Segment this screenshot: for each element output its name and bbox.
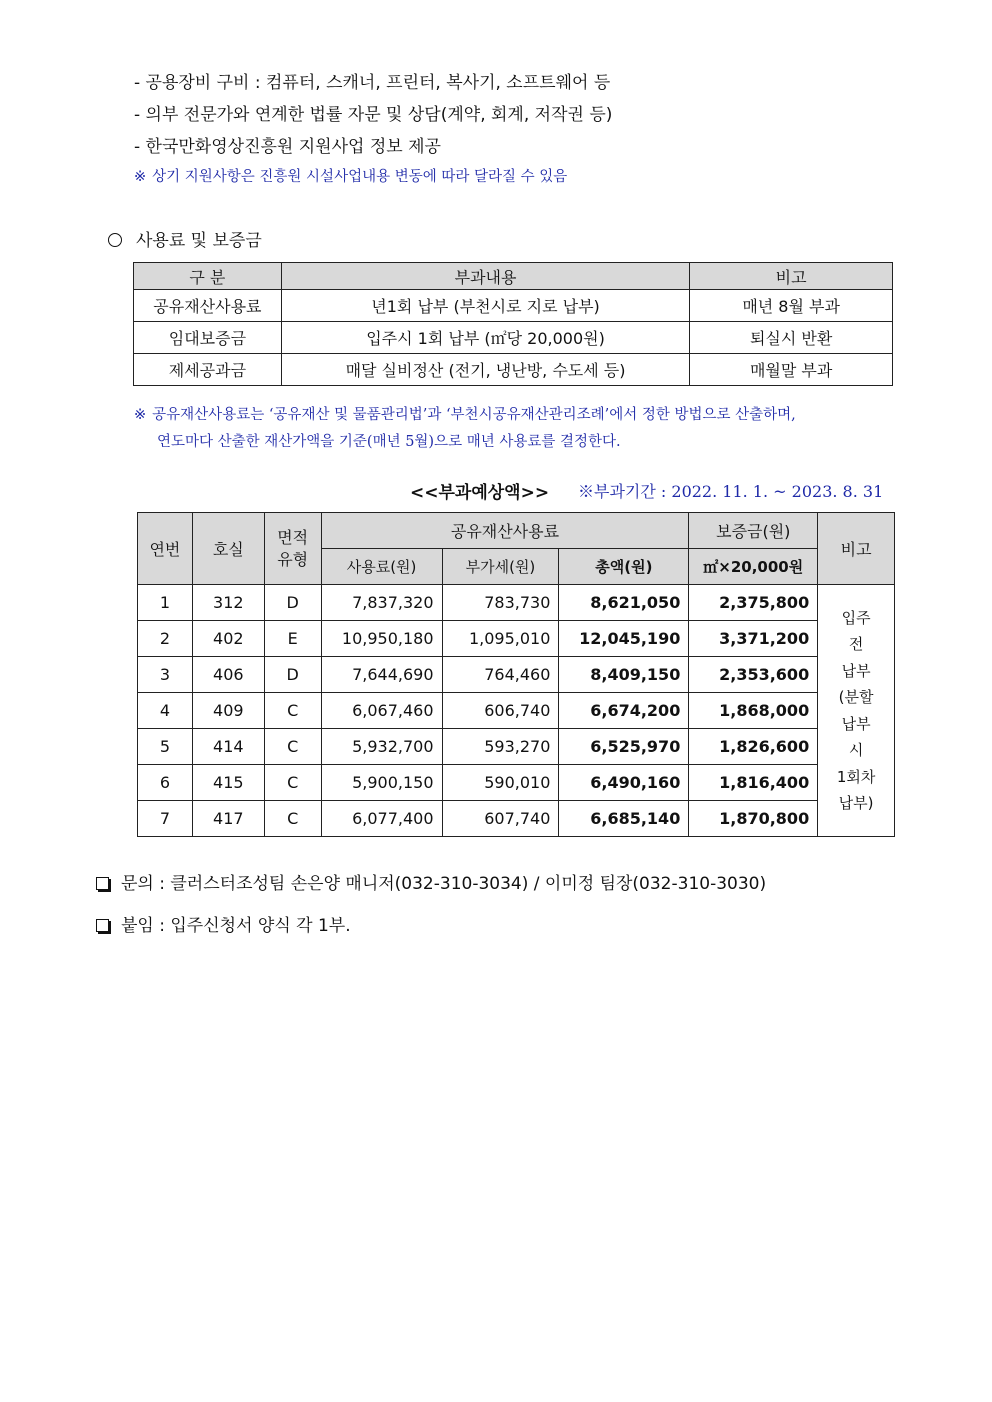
table-cell: 퇴실시 반환	[690, 322, 893, 354]
cell-deposit: 1,816,400	[689, 765, 818, 801]
header-room: 호실	[192, 513, 264, 585]
checkbox-square-icon	[96, 919, 109, 932]
cell-vat: 606,740	[442, 693, 559, 729]
table-row	[134, 322, 893, 354]
cell-fee: 5,932,700	[321, 729, 442, 765]
remark-line: (분할	[838, 688, 874, 706]
estimate-header-row-1	[138, 513, 895, 549]
table-cell: 매달 실비정산 (전기, 냉난방, 수도세 등)	[281, 354, 689, 386]
header-vat: 부가세(원)	[442, 549, 559, 585]
table-cell: 년1회 납부 (부천시로 지로 납부)	[281, 290, 689, 322]
cell-total: 6,490,160	[559, 765, 689, 801]
cell-total: 8,409,150	[559, 657, 689, 693]
table-row	[138, 801, 895, 837]
circle-bullet-icon	[108, 233, 122, 247]
header-remark: 비고	[818, 513, 895, 585]
note-mark: ※	[134, 169, 147, 185]
note-mark: ※	[134, 407, 147, 423]
bullet-info: - 한국만화영상진흥원 지원사업 정보 제공	[134, 137, 441, 157]
cell-type: C	[264, 693, 321, 729]
table-row	[138, 729, 895, 765]
cell-room: 409	[192, 693, 264, 729]
support-note	[134, 165, 567, 186]
cell-total: 8,621,050	[559, 585, 689, 621]
header-deposit-group: 보증금(원)	[689, 513, 818, 549]
header-remark: 비고	[690, 263, 893, 290]
cell-no: 4	[138, 693, 193, 729]
cell-room: 402	[192, 621, 264, 657]
cell-fee: 7,837,320	[321, 585, 442, 621]
support-note-text: 상기 지원사항은 진흥원 시설사업내용 변동에 따라 달라질 수 있음	[152, 169, 568, 185]
table-row	[138, 621, 895, 657]
cell-no: 2	[138, 621, 193, 657]
table-row	[138, 693, 895, 729]
cell-vat: 1,095,010	[442, 621, 559, 657]
cell-deposit: 1,826,600	[689, 729, 818, 765]
bullet-legal-advice: - 의부 전문가와 연계한 법률 자문 및 상담(계약, 회계, 저작권 등)	[134, 105, 613, 125]
cell-no: 3	[138, 657, 193, 693]
cell-type: C	[264, 765, 321, 801]
section-title-text: 사용료 및 보증금	[136, 231, 262, 251]
remark-line: 전	[848, 635, 864, 653]
contact-text: 문의 : 클러스터조성팀 손은양 매니저(032-310-3034) / 이미정 팀장(032-310-3030)	[121, 874, 767, 894]
remark-line: 납부)	[838, 794, 874, 812]
cell-no: 7	[138, 801, 193, 837]
header-usage-group: 공유재산사용료	[321, 513, 689, 549]
cell-type: C	[264, 729, 321, 765]
cell-room: 312	[192, 585, 264, 621]
fee-note-line1	[134, 403, 796, 424]
remark-line: 입주	[841, 608, 871, 627]
table-row	[134, 290, 893, 322]
checkbox-square-icon	[96, 877, 109, 890]
attachment-line	[96, 911, 351, 936]
cell-total: 6,525,970	[559, 729, 689, 765]
cell-deposit: 3,371,200	[689, 621, 818, 657]
section-title	[108, 226, 262, 251]
remark-line: 납부	[841, 661, 871, 680]
table-cell: 공유재산사용료	[134, 290, 282, 322]
cell-deposit: 1,868,000	[689, 693, 818, 729]
table-row	[134, 354, 893, 386]
header-content: 부과내용	[281, 263, 689, 290]
cell-room: 417	[192, 801, 264, 837]
cell-type: C	[264, 801, 321, 837]
bullet-equipment: - 공용장비 구비 : 컴퓨터, 스캐너, 프린터, 복사기, 소프트웨어 등	[134, 73, 611, 93]
table-cell: 입주시 1회 납부 (㎡당 20,000원)	[281, 322, 689, 354]
estimate-title: <<부과예상액>>	[410, 483, 550, 503]
table-cell: 매년 8월 부과	[690, 290, 893, 322]
table-row	[138, 585, 895, 621]
cell-fee: 6,077,400	[321, 801, 442, 837]
fee-note-text-1: 공유재산사용료는 ‘공유재산 및 물품관리법’과 ‘부천시공유재산관리조례’에서 정한 방법으로 산출하며,	[152, 407, 796, 423]
cell-type: E	[264, 621, 321, 657]
cell-total: 6,674,200	[559, 693, 689, 729]
cell-type: D	[264, 657, 321, 693]
header-category: 구 분	[134, 263, 282, 290]
table-cell: 임대보증금	[134, 322, 282, 354]
table-cell: 제세공과금	[134, 354, 282, 386]
header-fee: 사용료(원)	[321, 549, 442, 585]
header-total: 총액(원)	[559, 549, 689, 585]
cell-total: 12,045,190	[559, 621, 689, 657]
cell-no: 5	[138, 729, 193, 765]
cell-deposit: 2,353,600	[689, 657, 818, 693]
fee-table-header	[134, 263, 893, 290]
remark-line: 1회차	[836, 767, 876, 786]
remark-cell	[818, 585, 895, 837]
estimate-period: ※부과기간 : 2022. 11. 1. ~ 2023. 8. 31	[578, 482, 884, 501]
remark-line: 납부	[841, 714, 871, 733]
fee-note-line2: 연도마다 산출한 재산가액을 기준(매년 5월)으로 매년 사용료를 결정한다.	[157, 434, 621, 450]
cell-deposit: 1,870,800	[689, 801, 818, 837]
header-area-type-text: 면적 유형	[277, 527, 309, 569]
cell-vat: 783,730	[442, 585, 559, 621]
cell-no: 1	[138, 585, 193, 621]
cell-fee: 7,644,690	[321, 657, 442, 693]
cell-type: D	[264, 585, 321, 621]
cell-room: 415	[192, 765, 264, 801]
cell-vat: 607,740	[442, 801, 559, 837]
table-row	[138, 657, 895, 693]
cell-vat: 593,270	[442, 729, 559, 765]
cell-room: 414	[192, 729, 264, 765]
cell-deposit: 2,375,800	[689, 585, 818, 621]
contact-line	[96, 869, 766, 894]
table-row	[138, 765, 895, 801]
cell-fee: 6,067,460	[321, 693, 442, 729]
cell-fee: 10,950,180	[321, 621, 442, 657]
cell-total: 6,685,140	[559, 801, 689, 837]
cell-fee: 5,900,150	[321, 765, 442, 801]
remark-line: 시	[848, 741, 864, 759]
cell-vat: 764,460	[442, 657, 559, 693]
header-area-type	[264, 513, 321, 585]
fee-table	[133, 262, 893, 386]
table-cell: 매월말 부과	[690, 354, 893, 386]
cell-vat: 590,010	[442, 765, 559, 801]
cell-no: 6	[138, 765, 193, 801]
cell-room: 406	[192, 657, 264, 693]
header-no: 연번	[138, 513, 193, 585]
header-deposit: ㎡×20,000원	[689, 549, 818, 585]
estimate-table	[137, 512, 895, 837]
attachment-text: 붙임 : 입주신청서 양식 각 1부.	[121, 916, 351, 936]
